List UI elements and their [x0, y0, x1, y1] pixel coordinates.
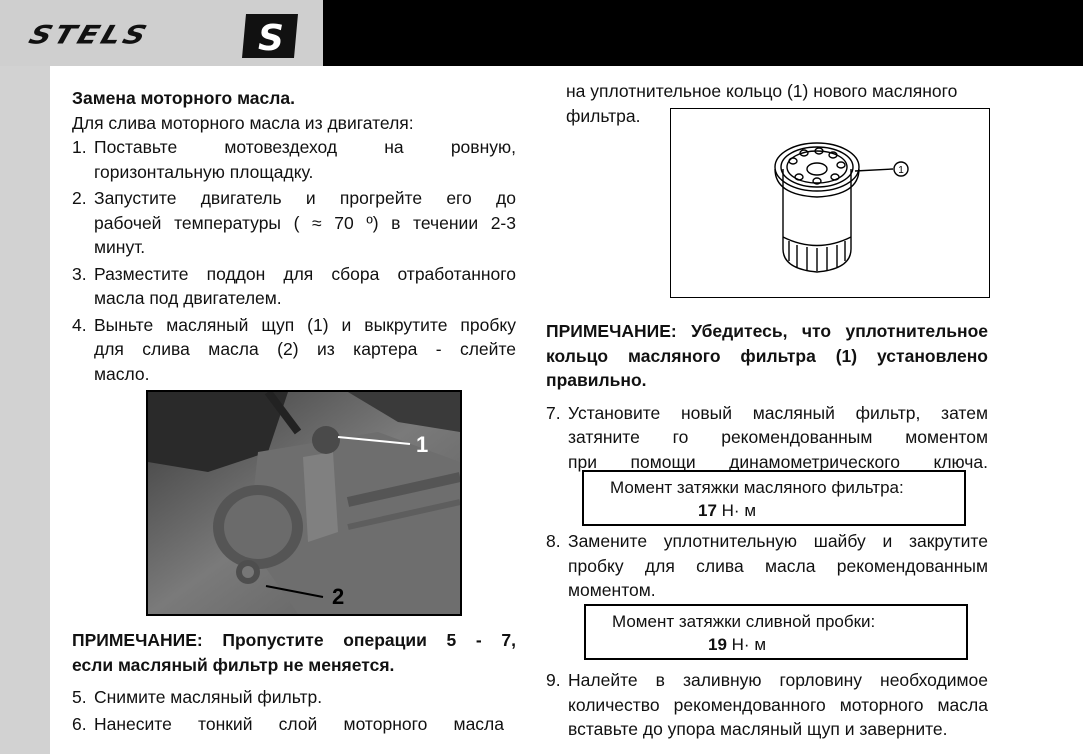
- step-line: Нанесите тонкий слой моторного масла: [94, 713, 504, 734]
- step-line: Замените уплотнительную шайбу и закрутите: [568, 531, 988, 551]
- step-line: минут.: [94, 237, 146, 257]
- step-2: [72, 186, 516, 260]
- continued-line: фильтра.: [566, 105, 641, 126]
- step-number: 5.: [72, 687, 87, 707]
- step-line: рабочей температуры ( ≈ 70 º) в течении 2-3: [94, 212, 516, 233]
- step-line: пробку для слива масла рекомендованным: [568, 555, 988, 576]
- step-9: [546, 668, 988, 742]
- oil-filter-figure: [670, 108, 990, 298]
- step-8: [546, 529, 988, 603]
- right-column-main: [546, 319, 988, 474]
- engine-photo: [146, 390, 462, 616]
- note-line: если масляный фильтр не меняется.: [72, 654, 395, 675]
- step-line: горизонтальную площадку.: [94, 161, 314, 182]
- step-line: моментом.: [568, 580, 656, 600]
- step-line: количество рекомендованного моторного масла: [568, 694, 988, 715]
- logo-area: [0, 0, 323, 66]
- step-line: Запустите двигатель и прогрейте его до: [94, 188, 516, 208]
- continued-line: на уплотнительное кольцо (1) нового масляного: [566, 81, 958, 101]
- step-number: 8.: [546, 531, 561, 551]
- step-line: Снимите масляный фильтр.: [94, 687, 323, 707]
- step-line: Налейте в заливную горловину необходимое: [568, 670, 988, 690]
- torque-box-drain: [584, 604, 968, 660]
- oil-filter-drawing: [671, 109, 989, 297]
- step-5: [72, 685, 516, 710]
- step-number: 3.: [72, 263, 87, 284]
- step-line: Установите новый масляный фильтр, затем: [568, 402, 988, 423]
- brand-logo-text: STELS: [25, 20, 154, 51]
- torque-value-line: [708, 634, 766, 656]
- step-number: 2.: [72, 188, 87, 208]
- torque-unit: Н· м: [731, 635, 767, 654]
- left-margin-strip: [0, 66, 50, 754]
- step-number: 6.: [72, 713, 87, 734]
- torque-box-filter: [582, 470, 966, 526]
- right-column-step8: [546, 529, 988, 603]
- brand-logo-letter: S: [258, 18, 284, 59]
- torque-title: Момент затяжки сливной пробки:: [612, 612, 876, 631]
- torque-unit: Н· м: [721, 501, 757, 520]
- step-number: 4.: [72, 314, 87, 335]
- torque-title: Момент затяжки масляного фильтра:: [610, 478, 904, 497]
- left-column: [72, 86, 516, 386]
- note-line: ПРИМЕЧАНИЕ: Убедитесь, что уплотнительное: [546, 321, 988, 341]
- step-line: для слива масла (2) из картера - слейте: [94, 339, 516, 359]
- torque-value: 19: [708, 635, 727, 654]
- intro-text: Для слива моторного масла из двигателя:: [72, 112, 414, 133]
- photo-label-1: 1: [416, 432, 429, 457]
- step-line: при помощи динамометрического ключа.: [568, 451, 988, 472]
- step-number: 7.: [546, 402, 561, 423]
- step-line: масла под двигателем.: [94, 288, 282, 308]
- step-line: Поставьте мотовездеход на ровную,: [94, 137, 516, 157]
- note-line: кольцо масляного фильтра (1) установлено: [546, 345, 988, 366]
- torque-value: 17: [698, 501, 717, 520]
- brand-logo-icon: [236, 12, 304, 60]
- torque-value-line: [698, 500, 756, 522]
- step-line: затяните го рекомендованным моментом: [568, 427, 988, 447]
- step-4: [72, 313, 516, 387]
- engine-photo-image: [148, 392, 460, 614]
- step-6: [72, 712, 516, 737]
- note-line: ПРИМЕЧАНИЕ: Пропустите операции 5 - 7,: [72, 630, 516, 650]
- step-line: масло.: [94, 363, 150, 384]
- photo-label-2: 2: [332, 584, 345, 609]
- step-line: Разместите поддон для сбора отработанного: [94, 263, 516, 284]
- step-number: 1.: [72, 137, 87, 157]
- note-line: правильно.: [546, 370, 647, 390]
- left-column-bottom: [72, 628, 516, 736]
- step-1: [72, 135, 516, 184]
- step-line: Выньте масляный щуп (1) и выкрутите пробку: [94, 314, 516, 335]
- section-heading: Замена моторного масла.: [72, 88, 295, 108]
- step-number: 9.: [546, 670, 561, 690]
- step-7: [546, 401, 988, 475]
- right-column-step9: [546, 668, 988, 742]
- step-3: [72, 262, 516, 311]
- figure-label-1: 1: [898, 165, 904, 176]
- step-line: вставьте до упора масляный щуп и заверните.: [568, 719, 948, 739]
